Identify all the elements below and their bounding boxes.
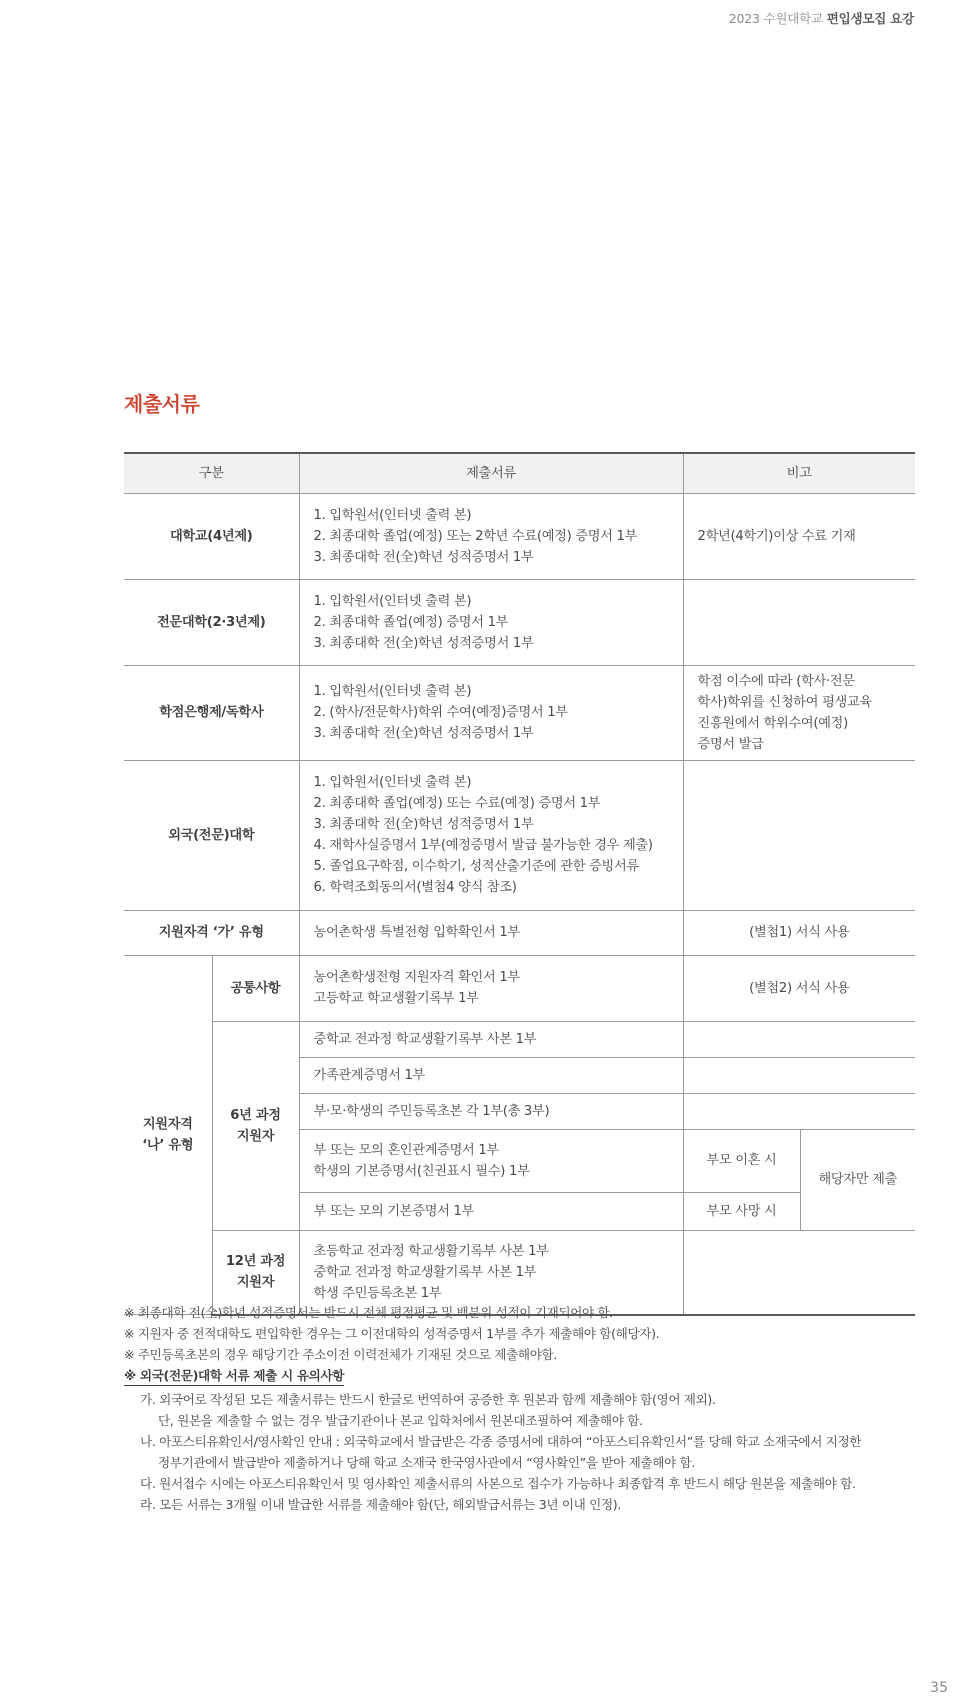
category-cell: 외국(전문)대학 xyxy=(124,760,299,910)
documents-cell xyxy=(299,760,683,910)
note-cell: 2학년(4학기)이상 수료 기재 xyxy=(683,493,915,579)
document-item: 5. 졸업요구학점, 이수학기, 성적산출기준에 관한 증빙서류 xyxy=(313,859,639,874)
footnotes xyxy=(124,1302,924,1515)
note-line: 학점 이수에 따라 (학사·전문 xyxy=(697,673,855,689)
document-item: 2. 최종대학 졸업(예정) 또는 수료(예정) 증명서 1부 xyxy=(313,796,601,811)
documents-cell xyxy=(299,579,683,665)
document-item: 중학교 전과정 학교생활기록부 사본 1부 xyxy=(313,1264,537,1280)
note-line: 진흥원에서 학위수여(예정) xyxy=(697,715,848,731)
note-cell xyxy=(683,1057,915,1093)
footnote: ※ 최종대학 전(全)학년 성적증명서는 반드시 전체 평점평균 및 백분위 성적이 기재되어야 함. xyxy=(124,1305,613,1320)
document-item: 1. 입학원서(인터넷 출력 본) xyxy=(313,775,472,790)
subcategory-cell xyxy=(212,1021,299,1230)
table-row xyxy=(124,493,915,579)
table-row xyxy=(124,665,915,760)
document-item: 3. 최종대학 전(全)학년 성적증명서 1부 xyxy=(313,817,534,832)
header-category: 구분 xyxy=(124,453,299,493)
note-cell: (별첨1) 서식 사용 xyxy=(683,910,915,955)
table-row xyxy=(124,579,915,665)
category-cell: 학점은행제/독학사 xyxy=(124,665,299,760)
documents-cell: 농어촌학생 특별전형 입학확인서 1부 xyxy=(299,910,683,955)
note-cell xyxy=(683,579,915,665)
header-title: 편입생모집 요강 xyxy=(826,11,914,26)
document-item: 1. 입학원서(인터넷 출력 본) xyxy=(313,684,472,699)
table-row xyxy=(124,1021,915,1057)
note-line: 증명서 발급 xyxy=(697,736,764,752)
document-item: 3. 최종대학 전(全)학년 성적증명서 1부 xyxy=(313,726,534,741)
table-row xyxy=(124,910,915,955)
header-documents: 제출서류 xyxy=(299,453,683,493)
subcategory-line: 6년 과정 xyxy=(230,1107,281,1123)
category-cell: 전문대학(2·3년제) xyxy=(124,579,299,665)
documents-cell xyxy=(299,1129,683,1192)
subcategory-line: 지원자 xyxy=(236,1275,275,1290)
document-item: 초등학교 전과정 학교생활기록부 사본 1부 xyxy=(313,1243,549,1259)
note-cell xyxy=(683,1093,915,1129)
documents-cell: 부·모·학생의 주민등록초본 각 1부(총 3부) xyxy=(299,1093,683,1129)
category-cell: 지원자격 ‘가’ 유형 xyxy=(124,910,299,955)
note-cell xyxy=(683,665,915,760)
document-item: 2. 최종대학 졸업(예정) 증명서 1부 xyxy=(313,614,509,630)
document-item: 3. 최종대학 전(全)학년 성적증명서 1부 xyxy=(313,549,534,565)
note-cell: (별첨2) 서식 사용 xyxy=(683,955,915,1021)
documents-cell xyxy=(299,955,683,1021)
caution-item: 다. 원서접수 시에는 아포스티유확인서 및 영사확인 제출서류의 사본으로 접수가 가능하나 최종합격 후 반드시 해당 원본을 제출해야 함. xyxy=(140,1476,856,1491)
table-row xyxy=(124,760,915,910)
caution-item-continued: 단, 원본을 제출할 수 없는 경우 발급기관이나 본교 입학처에서 원본대조필하여 제출해야 함. xyxy=(158,1413,643,1428)
caution-title: ※ 외국(전문)대학 서류 제출 시 유의사항 xyxy=(124,1367,344,1386)
caution-item-continued: 정부기관에서 발급받아 제출하거나 당해 학교 소재국 한국영사관에서 “영사확인”을 받아 제출해야 함. xyxy=(158,1455,695,1470)
subcategory-cell: 공통사항 xyxy=(212,955,299,1021)
document-item: 3. 최종대학 전(全)학년 성적증명서 1부 xyxy=(313,635,534,651)
page-number: 35 xyxy=(930,1680,948,1696)
footnote: ※ 지원자 중 전적대학도 편입학한 경우는 그 이전대학의 성적증명서 1부를 추가 제출해야 함(해당자). xyxy=(124,1326,660,1341)
footnote: ※ 주민등록초본의 경우 해당기간 주소이전 이력전체가 기재된 것으로 제출해야함. xyxy=(124,1347,557,1362)
document-item: 1. 입학원서(인터넷 출력 본) xyxy=(313,593,472,609)
caution-item: 나. 아포스티유확인서/영사확인 안내 : 외국학교에서 발급받은 각종 증명서에 대하여 “아포스티유확인서”를 당해 학교 소재국에서 지정한 xyxy=(140,1434,862,1449)
category-line: ‘나’ 유형 xyxy=(142,1137,194,1153)
document-item: 학생 주민등록초본 1부 xyxy=(313,1285,442,1301)
document-item: 고등학교 학교생활기록부 1부 xyxy=(313,991,479,1006)
note-cell xyxy=(683,760,915,910)
category-cell: 대학교(4년제) xyxy=(124,493,299,579)
document-item: 부 또는 모의 혼인관계증명서 1부 xyxy=(313,1142,499,1158)
caution-item: 가. 외국어로 작성된 모든 제출서류는 반드시 한글로 번역하여 공증한 후 원본과 함께 제출해야 함(영어 제외). xyxy=(140,1392,716,1407)
documents-cell: 가족관계증명서 1부 xyxy=(299,1057,683,1093)
document-item: 6. 학력조회동의서(별첨4 양식 참조) xyxy=(313,880,517,895)
note-line: 학사)학위를 신청하여 평생교육 xyxy=(697,694,872,710)
running-header xyxy=(729,9,914,27)
document-item: 농어촌학생전형 지원자격 확인서 1부 xyxy=(313,970,520,985)
table-header-row xyxy=(124,453,915,493)
documents-cell xyxy=(299,493,683,579)
documents-table xyxy=(124,452,915,1316)
document-item: 1. 입학원서(인터넷 출력 본) xyxy=(313,507,472,523)
category-line: 지원자격 xyxy=(142,1116,193,1132)
document-item: 2. (학사/전문학사)학위 수여(예정)증명서 1부 xyxy=(313,705,568,720)
condition-cell: 부모 사망 시 xyxy=(683,1192,800,1230)
documents-cell xyxy=(299,665,683,760)
category-cell xyxy=(124,955,212,1315)
caution-item: 라. 모든 서류는 3개월 이내 발급한 서류를 제출해야 함(단, 해외발급서류는 3년 이내 인정). xyxy=(140,1497,621,1512)
header-note: 비고 xyxy=(683,453,915,493)
shared-note-cell: 해당자만 제출 xyxy=(800,1129,915,1230)
document-item: 학생의 기본증명서(친권표시 필수) 1부 xyxy=(313,1163,530,1179)
document-item: 4. 재학사실증명서 1부(예정증명서 발급 불가능한 경우 제출) xyxy=(313,838,653,853)
documents-cell: 부 또는 모의 기본증명서 1부 xyxy=(299,1192,683,1230)
documents-cell: 중학교 전과정 학교생활기록부 사본 1부 xyxy=(299,1021,683,1057)
header-school: 2023 수원대학교 xyxy=(728,11,823,26)
subcategory-line: 12년 과정 xyxy=(225,1254,286,1269)
table-row xyxy=(124,955,915,1021)
section-title: 제출서류 xyxy=(124,392,200,416)
subcategory-line: 지원자 xyxy=(236,1128,275,1144)
document-item: 2. 최종대학 졸업(예정) 또는 2학년 수료(예정) 증명서 1부 xyxy=(313,528,638,544)
note-cell xyxy=(683,1021,915,1057)
condition-cell: 부모 이혼 시 xyxy=(683,1129,800,1192)
